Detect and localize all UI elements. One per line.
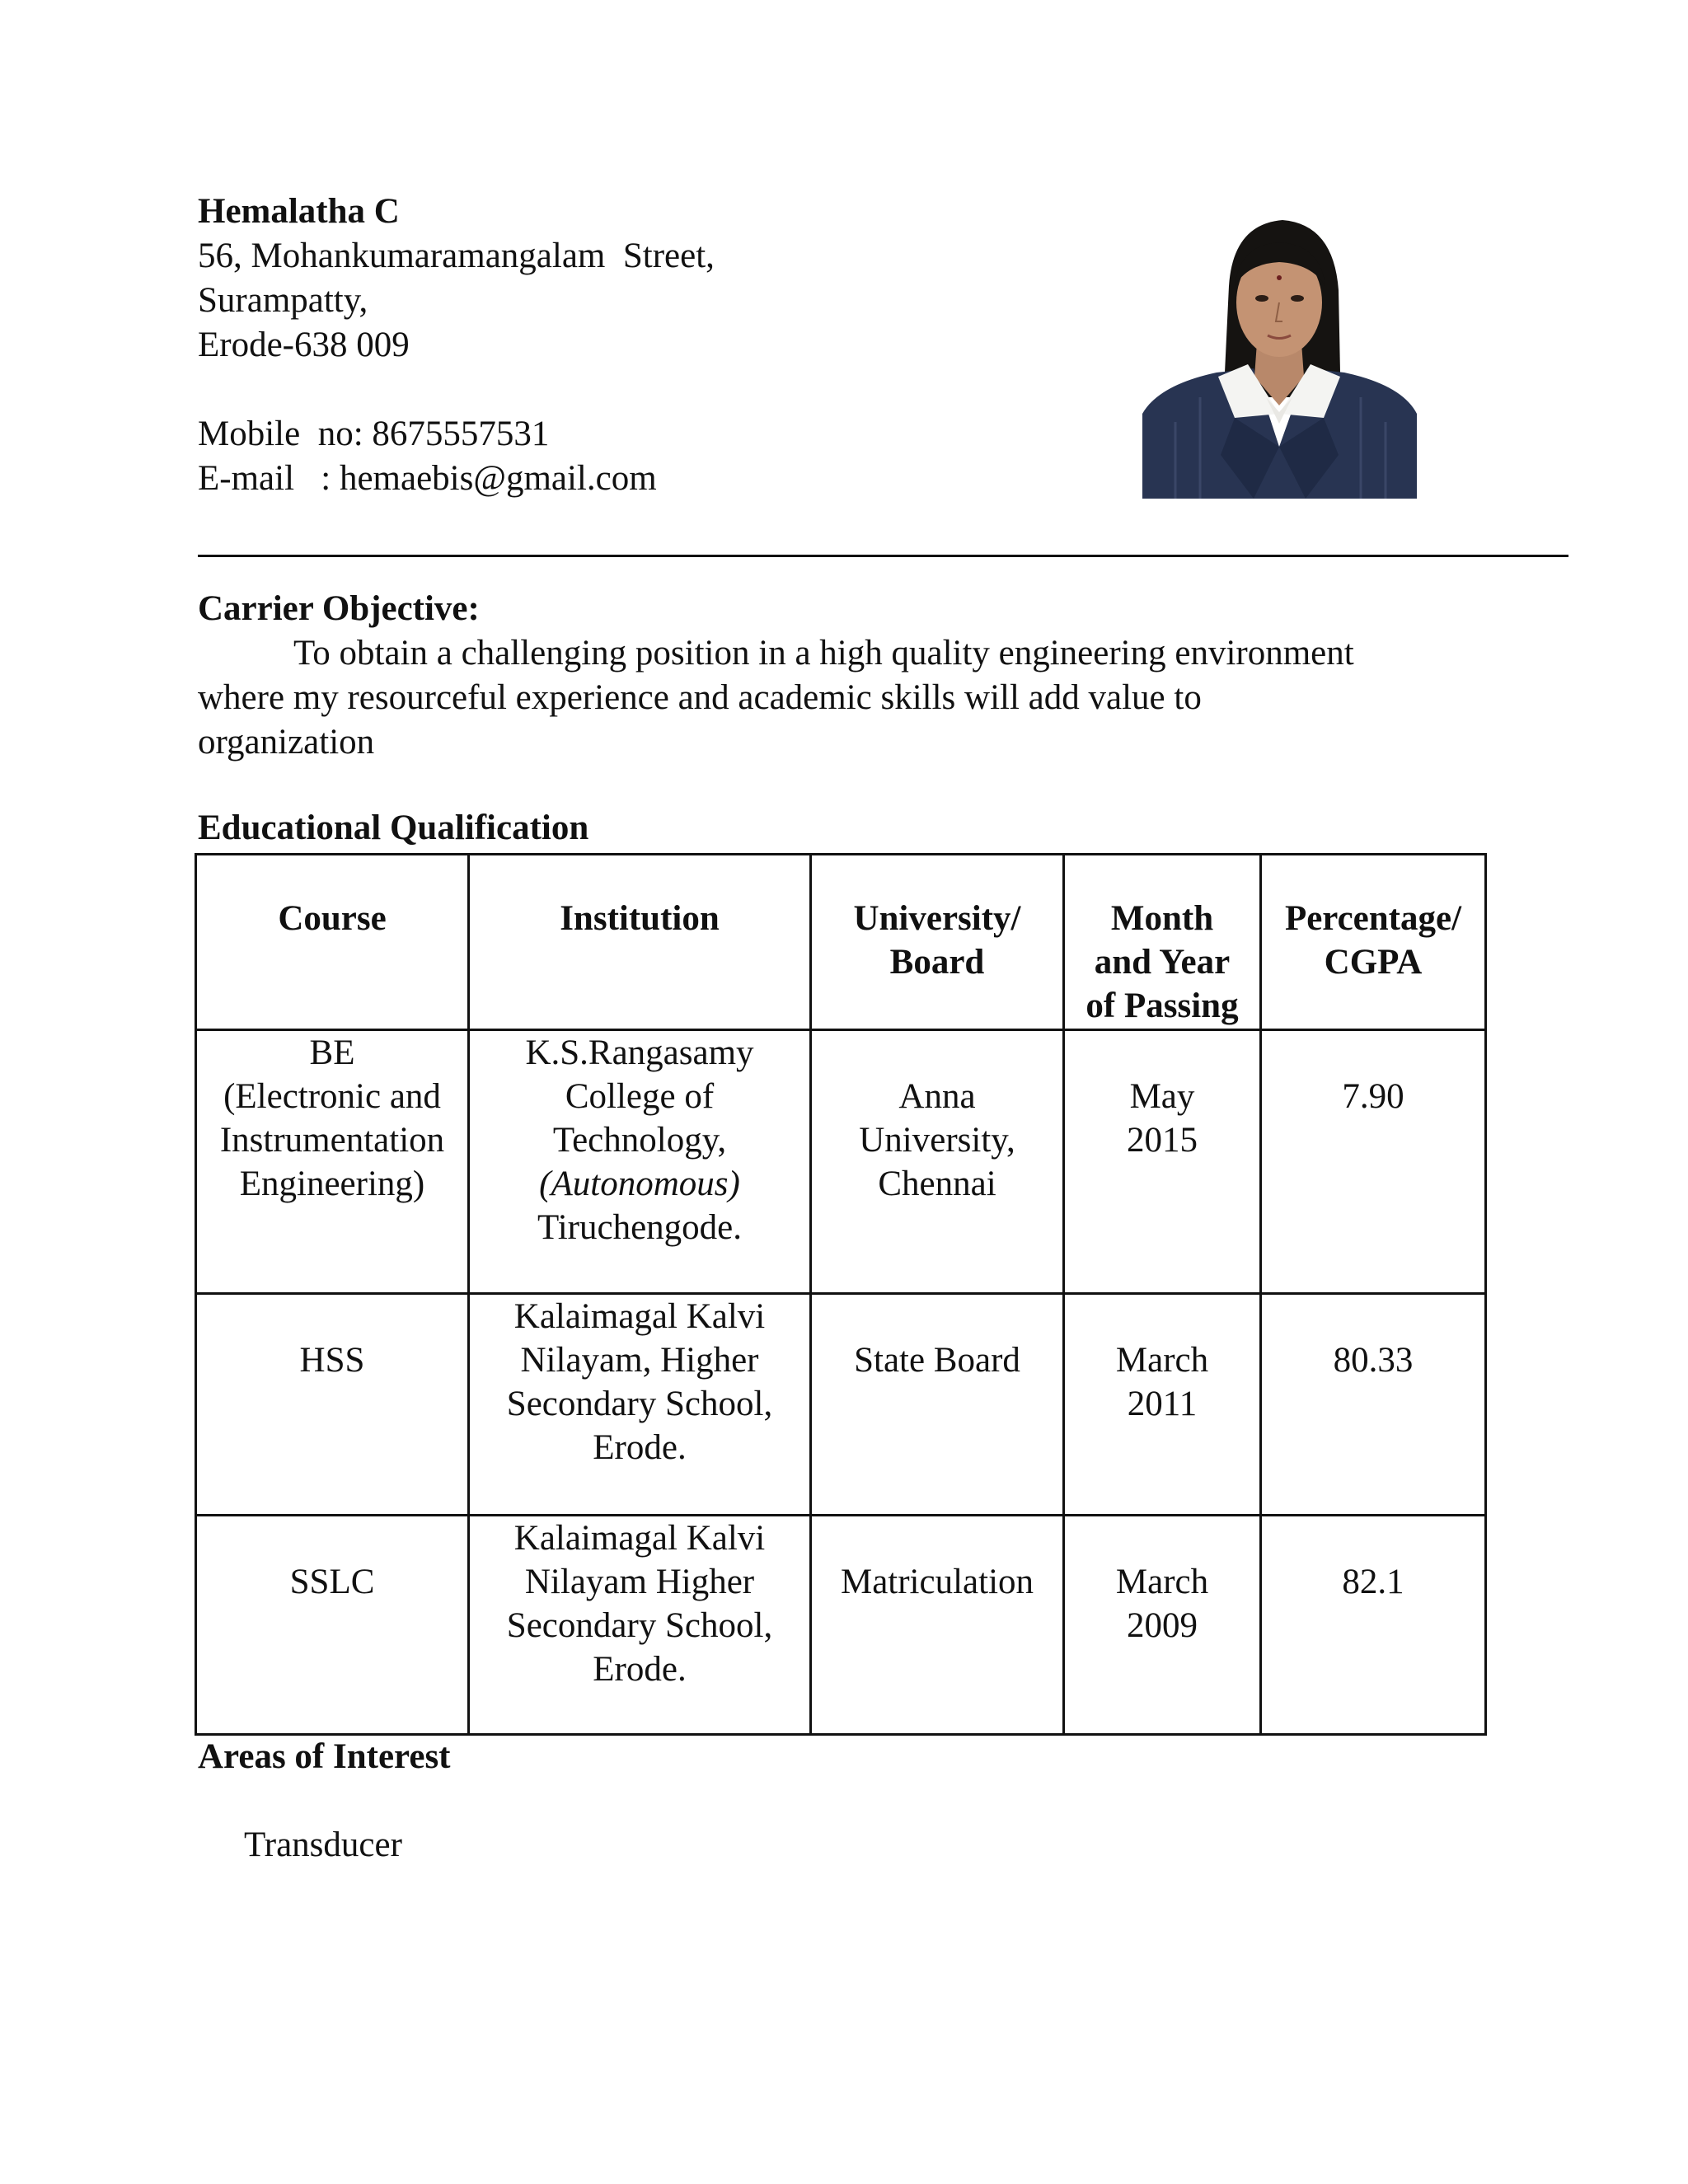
contact-block [198, 190, 1104, 501]
month-year-cell: May 2015 [1064, 1030, 1261, 1294]
header-university: University/ Board [811, 855, 1064, 1030]
month-year-cell: March 2011 [1064, 1294, 1261, 1516]
interest-item: Transducer [244, 1825, 402, 1864]
objective-text [198, 631, 1484, 765]
score-cell: 7.90 [1261, 1030, 1486, 1294]
month-year-cell: March 2009 [1064, 1516, 1261, 1735]
objective-line-1: To obtain a challenging position in a high quality engineering environment [293, 634, 1354, 673]
email-address: E-mail : hemaebis@gmail.com [198, 459, 657, 498]
interests-heading: Areas of Interest [198, 1737, 451, 1776]
education-heading: Educational Qualification [198, 808, 589, 847]
university-cell: Matriculation [811, 1516, 1064, 1735]
university-cell: State Board [811, 1294, 1064, 1516]
address-line-1: 56, Mohankumaramangalam Street, [198, 237, 715, 275]
address-line-2: Surampatty, [198, 281, 368, 320]
candidate-name: Hemalatha C [198, 192, 400, 231]
course-cell: BE (Electronic and Instrumentation Engineering) [196, 1030, 469, 1294]
course-cell: HSS [196, 1294, 469, 1516]
institution-cell: K.S.Rangasamy College of Technology, (Autonomous) Tiruchengode. [469, 1030, 811, 1294]
objective-line-2: where my resourceful experience and academic skills will add value to [198, 678, 1202, 717]
course-cell: SSLC [196, 1516, 469, 1735]
table-header-row [196, 855, 1486, 1030]
education-table [195, 853, 1487, 1736]
table-row [196, 1030, 1486, 1294]
table-row [196, 1294, 1486, 1516]
objective-line-3: organization [198, 723, 375, 762]
objective-heading: Carrier Objective: [198, 589, 480, 628]
header-month-year: Month and Year of Passing [1064, 855, 1261, 1030]
institution-cell: Kalaimagal Kalvi Nilayam Higher Secondary School, Erode. [469, 1516, 811, 1735]
mobile-number: Mobile no: 8675557531 [198, 415, 550, 453]
header-institution: Institution [469, 855, 811, 1030]
institution-cell: Kalaimagal Kalvi Nilayam, Higher Secondary School, Erode. [469, 1294, 811, 1516]
header-course: Course [196, 855, 469, 1030]
table-row [196, 1516, 1486, 1735]
score-cell: 80.33 [1261, 1294, 1486, 1516]
university-cell: Anna University, Chennai [811, 1030, 1064, 1294]
header-percentage: Percentage/ CGPA [1261, 855, 1486, 1030]
address-line-3: Erode-638 009 [198, 326, 410, 364]
header-divider [198, 555, 1568, 557]
score-cell: 82.1 [1261, 1516, 1486, 1735]
profile-photo [1142, 208, 1417, 499]
